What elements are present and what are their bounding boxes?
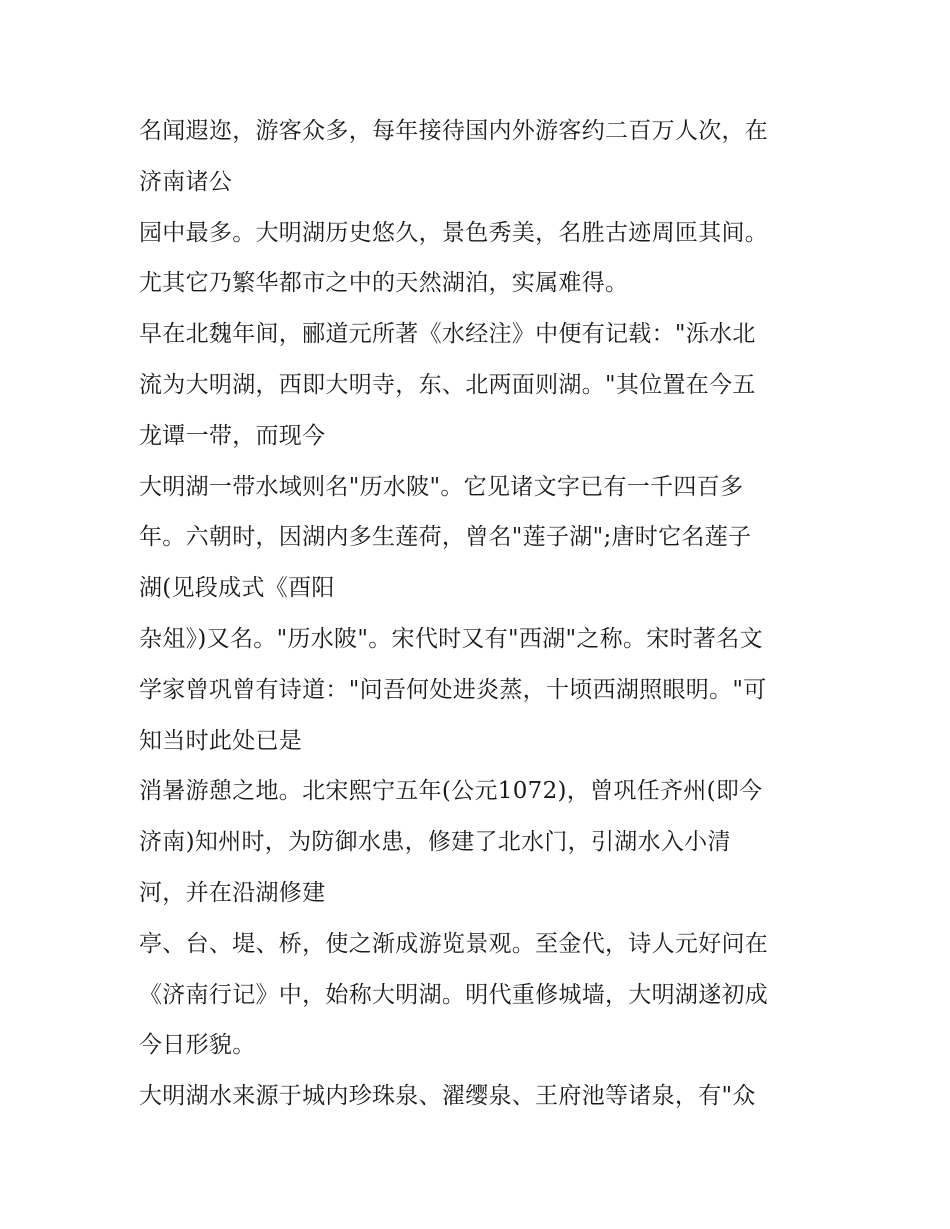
text-line: 河，并在沿湖修建 (139, 879, 326, 906)
text-line: 学家曾巩曾有诗道："问吾何处进炎蒸，十顷西湖照眼明。"可 (139, 676, 767, 703)
text-line: 济南)知州时，为防御水患，修建了北水门，引湖水入小清 (139, 829, 731, 856)
text-line: 园中最多。大明湖历史悠久，景色秀美，名胜古迹周匝其间。 (139, 219, 769, 246)
body-text (139, 106, 829, 1122)
text-line: 流为大明湖，西即大明寺，东、北两面则湖。"其位置在今五 (139, 371, 756, 398)
text-line: 名闻遐迩，游客众多，每年接待国内外游客约二百万人次，在 (139, 118, 769, 144)
text-line: 济南诸公 (139, 168, 233, 195)
text-line: 杂俎》)又名。"历水陂"。宋代时又有"西湖"之称。宋时著名文 (139, 625, 763, 652)
text-line: 亭、台、堤、桥，使之渐成游览景观。至金代，诗人元好问在 (139, 930, 769, 957)
text-line: 早在北魏年间，郦道元所著《水经注》中便有记载："泺水北 (139, 321, 756, 348)
text-line: 湖(见段成式《酉阳 (139, 575, 335, 602)
text-line: 消暑游憩之地。北宋熙宁五年(公元1072)，曾巩任齐州(即今 (139, 778, 763, 805)
text-line: 知当时此处已是 (139, 727, 303, 754)
text-line: 《济南行记》中，始称大明湖。明代重修城墙，大明湖遂初成 (139, 981, 769, 1008)
text-line: 大明湖水来源于城内珍珠泉、濯缨泉、王府池等诸泉，有"众 (139, 1083, 756, 1110)
text-line: 大明湖一带水域则名"历水陂"。它见诸文字已有一千四百多 (139, 473, 744, 500)
text-line: 龙谭一带，而现今 (139, 422, 326, 449)
text-line: 今日形貌。 (139, 1032, 256, 1059)
text-line: 尤其它乃繁华都市之中的天然湖泊，实属难得。 (139, 270, 629, 297)
text-line: 年。六朝时，因湖内多生莲荷，曾名"莲子湖";唐时它名莲子 (139, 524, 752, 551)
